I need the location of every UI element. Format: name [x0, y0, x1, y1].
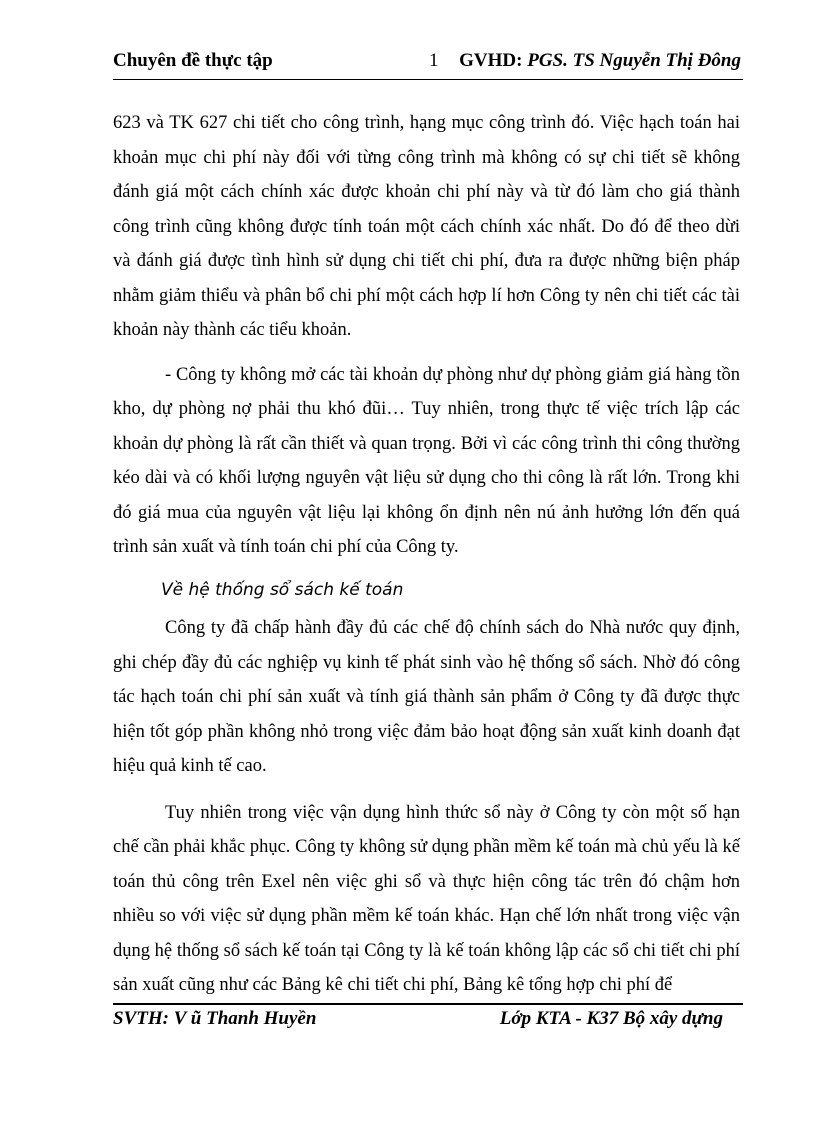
supervisor-label: GVHD:	[459, 50, 523, 71]
page-header	[113, 50, 743, 78]
page-number: 1	[429, 50, 439, 71]
page-footer	[113, 1008, 743, 1036]
supervisor-name: PGS. TS Nguyễn Thị Đông	[527, 50, 741, 71]
header-document-title: Chuyên đề thực tập	[113, 50, 273, 71]
paragraph-3: Công ty đã chấp hành đầy đủ các chế độ chính sách do Nhà nước quy định, ghi chép đầy đủ các nghiệp vụ kinh tế phát sinh vào hệ thống sổ sách. Nhờ đó công tác hạch toán chi phí sản xuất và tính giá thành sản phẩm ở Công ty đã được thực hiện tốt góp phần không nhỏ trong việc đảm bảo hoạt động sản xuất kinh doanh đạt hiệu quả kinh tế cao.	[113, 618, 740, 776]
section-subheading: Về hệ thống sổ sách kế toán	[161, 579, 404, 600]
header-supervisor	[459, 50, 741, 72]
paragraph-2: - Công ty không mở các tài khoản dự phòng như dự phòng giảm giá hàng tồn kho, dự phòng nợ phải thu khó đũi… Tuy nhiên, trong thực tế việc trích lập các khoản dự phòng là rất cần thiết và quan trọng. Bởi vì các công trình thi công thường kéo dài và có khối lượng nguyên vật liệu sử dụng cho thi công là rất lớn. Trong khi đó giá mua của nguyên vật liệu lại không ổn định nên nú ảnh hưởng lớn đến quá trình sản xuất và tính toán chi phí của Công ty.	[113, 364, 740, 557]
footer-class: Lớp KTA - K37 Bộ xây dựng	[499, 1008, 723, 1029]
page-body	[113, 106, 740, 1003]
paragraph-4: Tuy nhiên trong việc vận dụng hình thức sổ này ở Công ty còn một số hạn chế cần phải khắc phục. Công ty không sử dụng phần mềm kế toán mà chủ yếu là kế toán thủ công trên Exel nên việc ghi sổ và thực hiện công tác trên đó chậm hơn nhiều so với việc sử dụng phần mềm kế toán khác. Hạn chế lớn nhất trong việc vận dụng hệ thống sổ sách kế toán tại Công ty là kế toán không lập các sổ chi tiết chi phí sản xuất cũng như các Bảng kê chi tiết chi phí, Bảng kê tổng hợp chi phí để	[113, 802, 740, 995]
footer-rule	[113, 1003, 743, 1005]
header-rule	[113, 79, 743, 80]
paragraph-1: 623 và TK 627 chi tiết cho công trình, hạng mục công trình đó. Việc hạch toán hai khoản mục chi phí này đối với từng công trình mà không có sự chi tiết sẽ không đánh giá một cách chính xác được khoản chi phí này và từ đó làm cho giá thành công trình cũng không được tính toán một cách chính xác nhất. Do đó để theo dừi và đánh giá được tình hình sử dụng chi tiết chi phí, đưa ra được những biện pháp nhằm giảm thiểu và phân bổ chi phí một cách hợp lí hơn Công ty nên chi tiết các tài khoản này thành các tiểu khoản.	[113, 113, 740, 340]
footer-student: SVTH: V ũ Thanh Huyền	[113, 1008, 317, 1029]
